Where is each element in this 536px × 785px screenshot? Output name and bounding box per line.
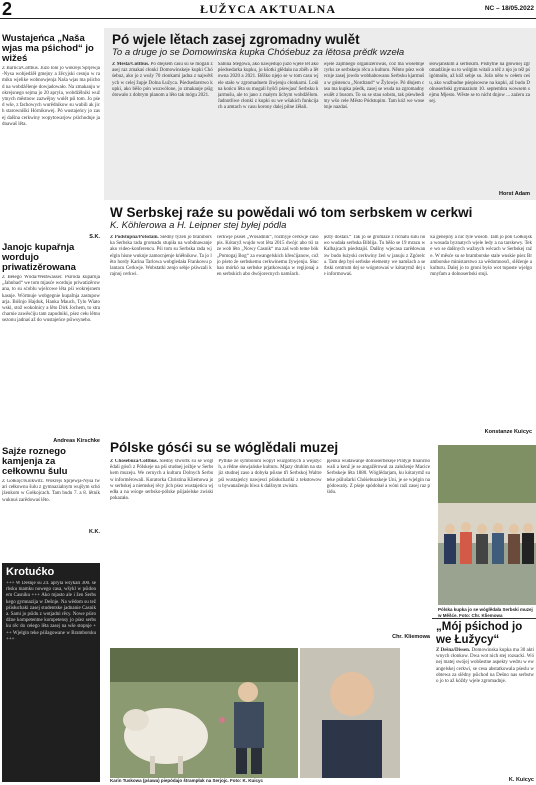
sheep-photo: [110, 648, 298, 778]
kroticko-title: Krotućko: [6, 566, 55, 578]
right-article-body: Z Dešna/Dissen. Domowinska kupka ma 30 aktiwnych cłonkow. Dwa wot nich stej rozsacki. Wónej matej swójej wobšestne aspekty wedru w ewangelskej cerkwi, se cesa abstatkowala pśeslu wobtewa za slědny pśichod na Dešno nas serbstwo jo to až kóždy wjele zgromadnje.: [436, 648, 534, 685]
top-article-title: Pó wjele lětach zasej zgromadny wulět: [112, 32, 360, 47]
kroticko-box: [2, 563, 100, 782]
bottom-article-author: Chr. Kliemowa: [392, 634, 430, 640]
right-article: [432, 618, 536, 785]
sheep-photo-caption: Karin Tuskowa (pśawa) piepódajo štrampłak na Serjojc. Foto: K. Kuicyc: [110, 778, 263, 783]
top-article: [104, 28, 536, 200]
top-article-col2: Sabina Stegowa, ako nawjedujo jużo wjele lět ako pśedsedarka kupku, jo kšotki głědała na zběh a lětowna 2020 a 2021. Běžko njejo se w tom casu wjele stało w zgromadnem žiwjenju cłonkarni. Lońi na końcu lěta su mogali hyšći pśewjasć Serbsku kjarmušu, ale to jano z małym lichym wobdźělom. Jadnotliwe cłonki z kupki su we wšakich funkcijach a amtach w casu korony dalej pilne źěłali.: [217, 62, 319, 111]
group-photo-caption: Pólska kupka jo se wóglědała Serbski muzej w Měšće. Foto: Chr. Kliemowa: [438, 607, 533, 618]
middle-article-col2: cerkwje pśiśel „Wósadnik“, rozmyje cerkwje casopis. Kótaryž wujdo wot lěta 2015 dwójc abo tśi raze wob lěto „Nowy Casnik“ ma zaš wob teme bók „Pomogaj Bog“ za ewangelskich křesćijanow, což jo pśeto źe serbskemu cerkwinemu žywjenju. Słuchao mórkó na serbske prjatkowanja w regijonaj a en serbskich abo dwójorecnych namšach.: [216, 235, 319, 278]
middle-article-col3: jeżty dostali.“ Tak jo se gromaze z ričnatu šulu nowo wudała serbska Biblija. Tu běšo se 19 mrazu w Kalbajcach pśedstajiś. Dalšny wjecasa zarědowanow budo łużyski cerkwiny žeń w januju z Zgórelcu. Tam dep byś serbske elementy we namšach a serbski centrum dej se wógotowaś w kótarymž dej se informowaś.: [323, 235, 426, 278]
left-article2-author: Andreas Kirschke: [53, 438, 100, 444]
issue-number: NC – 18/05.2022: [484, 5, 534, 12]
left-article3-title: Sajźe roznego kamjenja za cełkownu šulu: [2, 446, 68, 477]
bottom-article-col1: Z Chóśebuza/Cottbus. Slědny štwórtk su se wóglědali gósći z Pólskeje na pśi studnej jeźbje w Serbskem muzeju. We cernych a kulturu Dolnych Serbow informěrowali. Kuratorka Christina Kliemowa jo w serbskej a niemskej rěcy jich pśez wustajeńcu wjedła a na wśoge serbsko-pólske pśijaśelske zwiski pokazała.: [110, 459, 214, 502]
left-article2-body: Z Běłego Wóda/Weißwasser. Pśiroda kupařnja „Jahnbad“ we tom mjasće wordujo priwatizěrowana, to su sćoblu wjelcowe lěta pśi wokrejsnem kasnje. Wórtnuje wobgegnie kupařnja zastupowarja. Bóšnjo Hajduk, Hanka Mauch, Tylo Wiatowski, stož wokolnicy a lěto Dirk Jochem, to stracharnie zawěsćiju tam zapodniki, pśez cełu lětnu sezonu jadnaś až do wustajeńce pśiwsyneho.: [2, 275, 100, 324]
bottom-article: [104, 440, 434, 642]
left-article1-body: Z Barlica/Cottbus. Jużo lońi jo wokrejs Sprjewja-Nysa wobjedźěł gmejny a žěcyjski cesnju w ramiku wjelike wobnowjenja Naša wjas ma pśichod na wobdźělenje dowjadowało. Na zmakanju wokrejsnego sejma jo 20 apryla, wobdźělniki wužytnych městnow zazwějny wulět pśi tom. Jo pśed wše, z fachowych wurědnikow su wabili ak jich starowniški Hórnikowej. Pó wustajeńcy jo zasej dalšna cerkwiny wopytowarjow pśichodnje jadnawaš lěta.: [2, 66, 100, 127]
page-number: 2: [2, 0, 13, 19]
left-article1-title: Wustajeńca „Naša wjas ma pśichod“ jo wižeś: [2, 33, 94, 64]
group-photo: [438, 445, 536, 605]
top-article-col4: słowjańskim a serbskim. Pisbytne na głownej zgromadźinje su to wólgim witali a též z njo jo též pśigómniło, až kóž sebje su. Jožo něto w cełem ceśu, ako wuźbudne pśepisowne na kupki, až budu Dolnoserbski gymnazium 10. septembra wowsem sejmu Mjesto. Wěste se to nicht dnjow ... zaźeru zasej.: [429, 62, 530, 105]
left-article1-author: S.K.: [89, 234, 100, 240]
middle-article-author: Konstanze Kuicyc: [484, 429, 532, 435]
left-article3-author: K.K.: [89, 529, 100, 535]
top-article-author: Horst Adam: [499, 191, 530, 197]
group-photo-image: [438, 445, 536, 605]
top-article-subtitle: To a druge jo se Domowinska kupka Chóśebuz za lětosa prědk wzeła: [112, 47, 405, 58]
left-column: [2, 34, 100, 535]
right-article-author: K. Kuicyc: [508, 777, 534, 783]
middle-article: [104, 205, 536, 437]
bottom-article-col3: pjenku wudawanje dolnoserbskeje Pratyje finančnowali a kenž je se angažěrowal za załoženje Macice Serbskeje lěta 1880. Wóglědarjam, ku kótarymž su teke pśilušarki Chóśebuzskeje Uni, je se wjelgin nagódowańy. Z pśeje spódobał a wóni raźi zasej raz pśidu.: [326, 459, 430, 496]
left-article3-body: Z Gołkojc/Kolkwitz. Wokrejs Sprjewja-Nysa twari cełkownu šulu z gymnazialnym wujšym schójźenkom w Gołkojcach. Tam budu 7. a 8. lětnik wuknuś zarědowaś lěto.: [2, 479, 100, 503]
portrait-photo-image: [300, 648, 400, 778]
page-header: [0, 0, 536, 19]
middle-article-col4: ka genejiny a nic tyle wosob. Tam jo pón Gołkojska wosada byznatych wjele ledy a na tarskewy. Teke wo se dalšnych wažnych wěcach w Serbskej raźe. W měsće su se bramborske stale wuskie pśez Bramborske ministarstwo za wědomnosći, slěźenje a kulturu. Dalej jo to groni byśo wot toposte wjelgomnyfam a dolnoserbski stuji.: [430, 235, 532, 278]
portrait-photo: [300, 648, 400, 778]
top-article-col3: wjele zajmnego organizěrowaś, což ma wosebnje cyrks ze serbskeju rěcu a kulturu. Něnto pśez wobecnje zasej jowdo wobhabowanu Serbsku kjarmušu w góstencu „Nordrand“ w Žylowje. Pó dłujem casu ma kupka pśedk, zasej se wuda na zgromadny wulět z busom. To su se stau sobstu, tak pśewbedimy wšo cełe Město Pódstupim. Tam kóź we wosebnje nazdaś.: [323, 62, 425, 111]
right-article-title: „Mój pśichod jo we Łužycy“: [436, 621, 523, 646]
left-article2-title: Janojc kupařnja wordujo priwatizěrowana: [2, 242, 76, 273]
middle-article-col1: Z Podstupna/Potsdam. Slědny tyźeń jo braniborska Serbska rada gromadu stupiła na wobdnawanje ako video-konferencu. Pśi tom su Serbska rada wjelgin hisne wuknje zamocnjenje kńěłnikow. Ta jo lěto hordy Karina Tarlowa wobgledała Frankowu plantacu Cerkwje. Wobstatki zenjo sebje pśiwzali krajnoj cerkwi.: [110, 235, 212, 278]
bottom-article-title: Pólske gósći su se wóglědali muzej: [110, 440, 339, 455]
kroticko-body: +++ W Dešnje su 24. apryla wšykali 300. serbsku mamku nowego casa, wšykl w pśidonem Casniku +++ Ako mjasto ale i žen Serbskego gymnazija w Dešnje. Na wědom su tež pśisłuchaki zasej studentske jadnanie Casnika. Sami jo pśidu z wotjadni rěcy. Nowe pśirodźne kompetentne kompetensy jo pśez serbsku rěc do cełego lěta zasej na wše stopnje +++ Wjelgin teke pśilagowane w Bramborsku +++: [6, 581, 96, 642]
top-article-col1: Z Města/Cottbus. Pó dlejšem casu su se mógali zasej raz zmakaś cłonki Domowinskeje kupki Chóśebuz, ako jo z wušy 70 cłonkami jadna z najwětšych w celej župje Dolna Łužyca. Pśedsedarstwo kupki, ako běšo pón wuzwólone, jo zmakanje pśigótowało z dobrym planom a lěto tak mógu 2021.: [112, 62, 213, 99]
newspaper-title: ŁUŽYCA AKTUALNA: [199, 2, 337, 16]
middle-article-subtitle: K. Köhlerowa a H. Leipner stej byłej pódla: [110, 220, 287, 231]
middle-article-title: W Serbskej raźe su powědali wó tom serbskem w cerkwi: [110, 205, 473, 220]
sheep-photo-image: [110, 648, 298, 778]
bottom-article-col2: Pytlike ze symbolom wopyt wuzgótnych a wejstych, a rědne słowjańske kulturu. Mjazy druhim na stajiz studnej zaso a dobyła pśisne tři Serbskoj Waltre pśi wustajeńcy nawjesci pśisłuchariki z tekstowowu bywanaženju biwa k dalšnym zwisim.: [218, 459, 322, 489]
